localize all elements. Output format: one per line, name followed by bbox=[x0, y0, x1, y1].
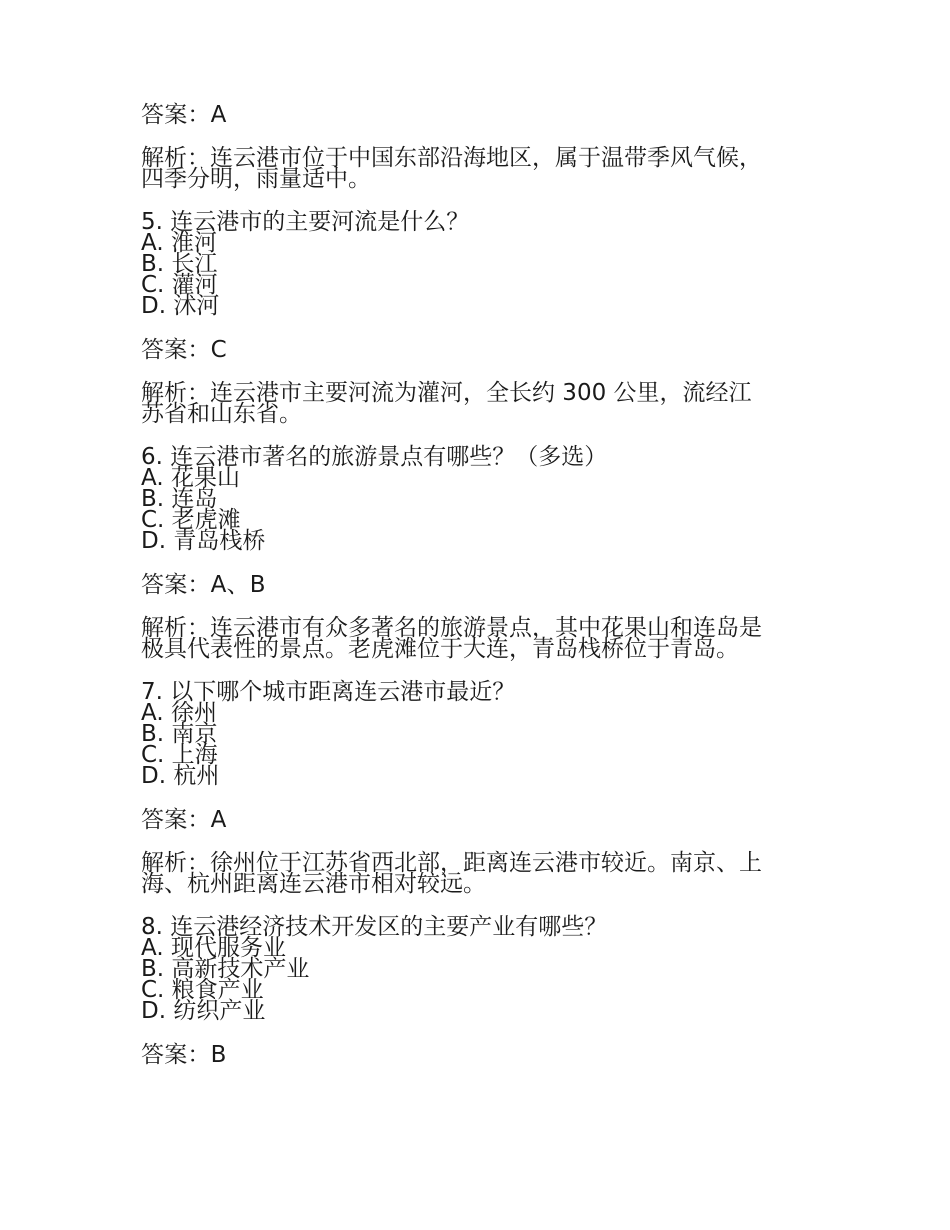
explanation-paragraph bbox=[141, 615, 821, 662]
answer-line: 答案：C bbox=[141, 337, 227, 363]
question-text: 6. 连云港市著名的旅游景点有哪些？（多选） bbox=[141, 444, 608, 470]
option-b: B. 长江 bbox=[141, 251, 218, 277]
question-7 bbox=[141, 679, 821, 789]
answer-line: 答案：A bbox=[141, 102, 227, 128]
question-text: 7. 以下哪个城市距离连云港市最近？ bbox=[141, 679, 516, 705]
explanation-paragraph bbox=[141, 850, 821, 897]
option-d: D. 青岛栈桥 bbox=[141, 528, 266, 554]
explanation-paragraph bbox=[141, 380, 821, 427]
question-8 bbox=[141, 914, 821, 1024]
explanation-line: 四季分明，雨量适中。 bbox=[141, 166, 371, 192]
explanation-line: 苏省和山东省。 bbox=[141, 401, 302, 427]
explanation-line: 海、杭州距离连云港市相对较远。 bbox=[141, 871, 486, 897]
explanation-line: 解析：连云港市有众多著名的旅游景点，其中花果山和连岛是 bbox=[141, 615, 762, 641]
question-6 bbox=[141, 444, 821, 554]
option-a: A. 现代服务业 bbox=[141, 935, 286, 961]
answer-line: 答案：A、B bbox=[141, 572, 266, 598]
option-d: D. 杭州 bbox=[141, 763, 220, 789]
question-5 bbox=[141, 209, 821, 319]
option-c: C. 粮食产业 bbox=[141, 977, 264, 1003]
question-text: 8. 连云港经济技术开发区的主要产业有哪些？ bbox=[141, 914, 608, 940]
option-c: C. 上海 bbox=[141, 742, 218, 768]
option-b: B. 高新技术产业 bbox=[141, 956, 310, 982]
explanation-paragraph bbox=[141, 145, 821, 192]
option-a: A. 花果山 bbox=[141, 465, 240, 491]
option-b: B. 连岛 bbox=[141, 486, 218, 512]
option-b: B. 南京 bbox=[141, 721, 218, 747]
explanation-line: 解析：连云港市位于中国东部沿海地区，属于温带季风气候， bbox=[141, 145, 762, 171]
question-text: 5. 连云港市的主要河流是什么？ bbox=[141, 209, 470, 235]
option-a: A. 徐州 bbox=[141, 700, 217, 726]
option-c: C. 老虎滩 bbox=[141, 507, 241, 533]
explanation-line: 解析：连云港市主要河流为灌河，全长约 300 公里，流经江 bbox=[141, 380, 752, 406]
explanation-line: 极具代表性的景点。老虎滩位于大连，青岛栈桥位于青岛。 bbox=[141, 636, 739, 662]
document-body bbox=[141, 104, 821, 1088]
option-d: D. 纺织产业 bbox=[141, 998, 266, 1024]
answer-line: 答案：B bbox=[141, 1042, 227, 1068]
option-d: D. 沭河 bbox=[141, 293, 220, 319]
option-c: C. 灌河 bbox=[141, 272, 218, 298]
option-a: A. 淮河 bbox=[141, 230, 217, 256]
answer-line: 答案：A bbox=[141, 807, 227, 833]
explanation-line: 解析：徐州位于江苏省西北部，距离连云港市较近。南京、上 bbox=[141, 850, 762, 876]
